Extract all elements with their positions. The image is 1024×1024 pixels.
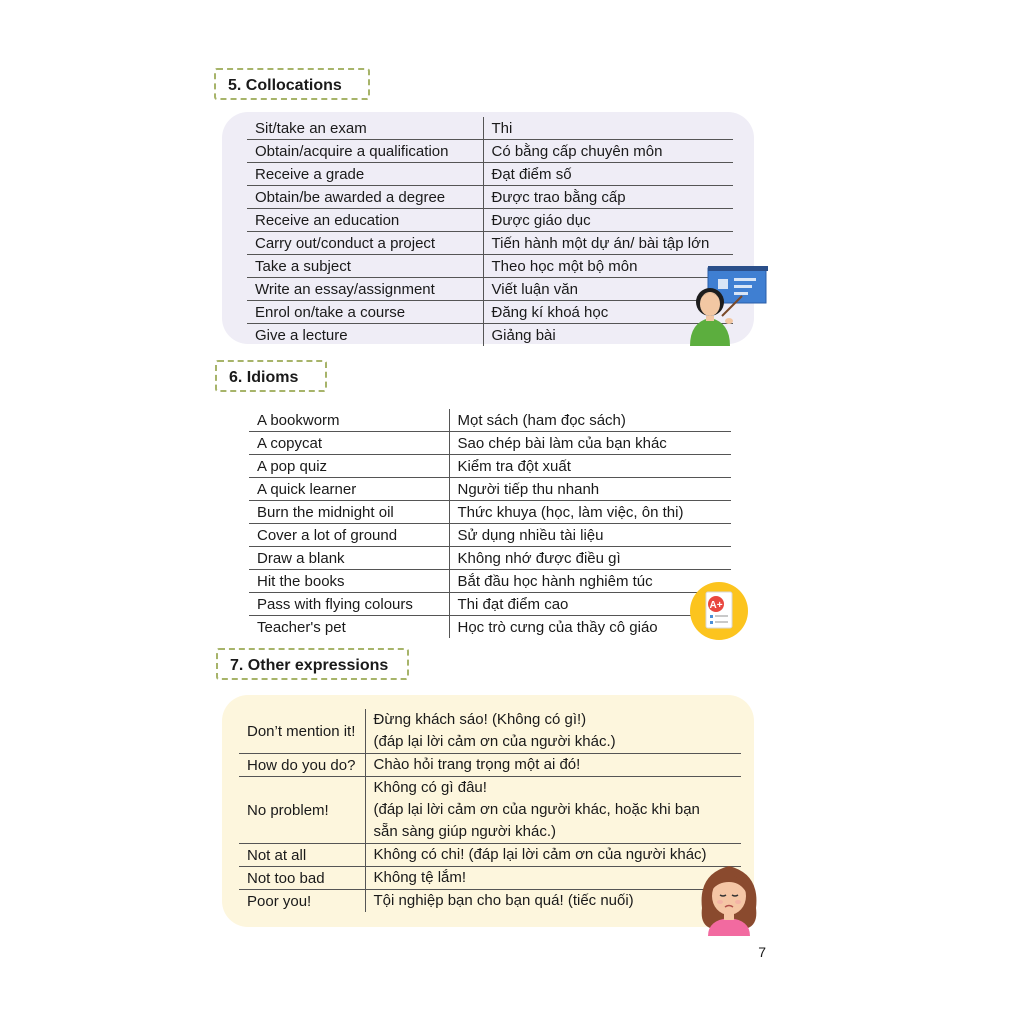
vietnamese-meaning: Thức khuya (học, làm việc, ôn thi)	[449, 501, 731, 524]
vietnamese-meaning: Đạt điểm số	[483, 163, 733, 186]
table-row	[247, 209, 733, 232]
meaning-line: (đáp lại lời cảm ơn của người khác, hoặc khi bạn	[373, 801, 700, 818]
table-row	[247, 186, 733, 209]
english-term: Give a lecture	[247, 324, 483, 347]
table-row	[249, 501, 731, 524]
expression: How do you do?	[239, 754, 365, 777]
expression-meaning	[365, 754, 741, 777]
english-term: Obtain/be awarded a degree	[247, 186, 483, 209]
english-term: Sit/take an exam	[247, 117, 483, 140]
table-row	[239, 777, 741, 844]
collocations-table	[247, 117, 733, 346]
vietnamese-meaning: Sao chép bài làm của bạn khác	[449, 432, 731, 455]
table-row	[247, 255, 733, 278]
expression-meaning	[365, 890, 741, 913]
expression-meaning	[365, 867, 741, 890]
english-term: A bookworm	[249, 409, 449, 432]
table-row	[239, 754, 741, 777]
thinking-girl-illustration	[696, 862, 762, 936]
english-term: A pop quiz	[249, 455, 449, 478]
vietnamese-meaning: Theo học một bộ môn	[483, 255, 733, 278]
table-row	[239, 709, 741, 754]
section-title-collocations: 5. Collocations	[214, 68, 370, 100]
grade-a-plus-illustration	[689, 581, 749, 641]
english-term: Receive an education	[247, 209, 483, 232]
table-row	[249, 570, 731, 593]
english-term: Burn the midnight oil	[249, 501, 449, 524]
english-term: Enrol on/take a course	[247, 301, 483, 324]
english-term: Hit the books	[249, 570, 449, 593]
vietnamese-meaning: Đăng kí khoá học	[483, 301, 733, 324]
table-row	[247, 324, 733, 347]
table-row	[239, 867, 741, 890]
vietnamese-meaning: Người tiếp thu nhanh	[449, 478, 731, 501]
vietnamese-meaning: Sử dụng nhiều tài liệu	[449, 524, 731, 547]
english-term: A quick learner	[249, 478, 449, 501]
table-row	[239, 890, 741, 913]
vietnamese-meaning: Viết luận văn	[483, 278, 733, 301]
table-row	[249, 547, 731, 570]
section-title-idioms: 6. Idioms	[215, 360, 327, 392]
expression: Poor you!	[239, 890, 365, 913]
table-row	[247, 278, 733, 301]
meaning-line: Chào hỏi trang trọng một ai đó!	[373, 756, 581, 773]
english-term: Write an essay/assignment	[247, 278, 483, 301]
meaning-line: sẵn sàng giúp người khác.)	[373, 823, 556, 840]
table-row	[249, 478, 731, 501]
english-term: Obtain/acquire a qualification	[247, 140, 483, 163]
expression-meaning	[365, 709, 741, 754]
vietnamese-meaning: Kiểm tra đột xuất	[449, 455, 731, 478]
idioms-table	[249, 409, 731, 638]
table-row	[249, 409, 731, 432]
table-row	[239, 844, 741, 867]
vietnamese-meaning: Học trò cưng của thầy cô giáo	[457, 618, 658, 636]
vietnamese-meaning: Được giáo dục	[483, 209, 733, 232]
expression: No problem!	[239, 777, 365, 844]
teacher-illustration	[686, 266, 770, 346]
table-row	[247, 117, 733, 140]
english-term: Receive a grade	[247, 163, 483, 186]
english-term: Teacher's pet	[249, 616, 449, 639]
vietnamese-meaning: Tiến hành một dự án/ bài tập lớn	[483, 232, 733, 255]
meaning-line: Tội nghiệp bạn cho bạn quá! (tiếc nuối)	[373, 892, 634, 909]
expression-meaning	[365, 777, 741, 844]
table-row	[249, 524, 731, 547]
expression: Not too bad	[239, 867, 365, 890]
vietnamese-meaning: Giảng bài	[491, 326, 556, 344]
english-term: Draw a blank	[249, 547, 449, 570]
grade-badge: A+	[709, 600, 723, 611]
meaning-line: Không có gì đâu!	[373, 779, 487, 796]
vietnamese-meaning: Mọt sách (ham đọc sách)	[449, 409, 731, 432]
vietnamese-meaning: Thi	[483, 117, 733, 140]
meaning-line: Không tệ lắm!	[373, 869, 467, 886]
vietnamese-meaning: Không nhớ được điều gì	[449, 547, 731, 570]
vietnamese-meaning: Bắt đầu học hành nghiêm túc	[449, 570, 731, 593]
meaning-line: (đáp lại lời cảm ơn của người khác.)	[373, 733, 616, 750]
table-row	[249, 455, 731, 478]
english-term: Carry out/conduct a project	[247, 232, 483, 255]
table-row	[247, 301, 733, 324]
vietnamese-meaning: Thi đạt điểm cao	[449, 593, 731, 616]
page-number: 7	[758, 944, 766, 960]
table-row	[249, 616, 731, 639]
table-row	[249, 432, 731, 455]
meaning-line: Đừng khách sáo! (Không có gì!)	[373, 711, 587, 728]
english-term: Pass with flying colours	[249, 593, 449, 616]
meaning-line: Không có chi! (đáp lại lời cảm ơn của người khác)	[373, 846, 707, 863]
other-expressions-table	[239, 709, 741, 912]
expression: Don’t mention it!	[239, 709, 365, 754]
table-row	[247, 232, 733, 255]
expression: Not at all	[239, 844, 365, 867]
english-term: A copycat	[249, 432, 449, 455]
english-term: Cover a lot of ground	[249, 524, 449, 547]
table-row	[247, 140, 733, 163]
section-title-other-expressions: 7. Other expressions	[216, 648, 409, 680]
english-term: Take a subject	[247, 255, 483, 278]
expression-meaning	[365, 844, 741, 867]
vietnamese-meaning: Có bằng cấp chuyên môn	[483, 140, 733, 163]
table-row	[249, 593, 731, 616]
table-row	[247, 163, 733, 186]
vietnamese-meaning: Được trao bằng cấp	[483, 186, 733, 209]
